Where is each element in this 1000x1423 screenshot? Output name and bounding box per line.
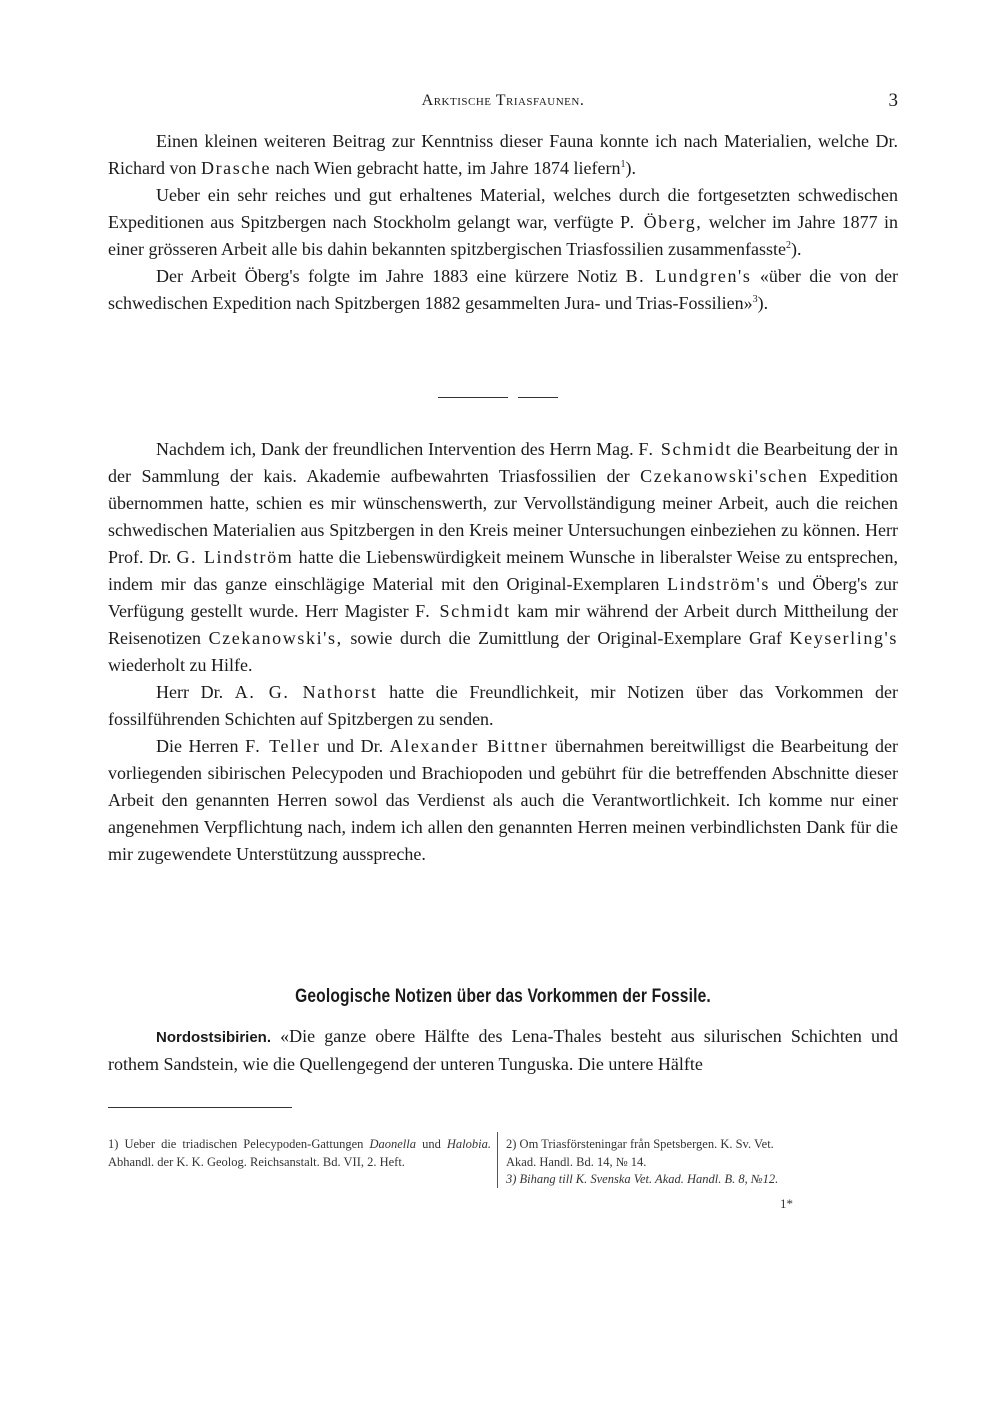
- paragraph-4: [108, 436, 898, 679]
- section-heading: Geologische Notizen über das Vorkommen der Fossile.: [295, 986, 711, 1007]
- text-run: nach Wien gebracht hatte, im Jahre 1874 liefern: [271, 158, 621, 178]
- taxon-name: Halobia.: [446, 1137, 491, 1151]
- person-name: Lindström's: [667, 574, 770, 594]
- text-run: Einen kleinen weiteren Beitrag zur Kenntniss dieser Fauna konnte ich nach Materialien, welche Dr. Richard von: [108, 131, 898, 178]
- person-name: Czekanowski'schen: [640, 466, 809, 486]
- person-name: A. G. Nathorst: [234, 682, 378, 702]
- text-run: zur Verfügung gestellt wurde. Herr Magister: [108, 574, 898, 621]
- text-run: Die Herren: [156, 736, 246, 756]
- separator-rule: [518, 397, 558, 398]
- acknowledgements-block: [108, 436, 898, 868]
- person-name: Czekanowski's,: [208, 628, 343, 648]
- text-run: welcher im Jahre 1877 in einer grösseren Arbeit alle bis dahin bekannten spitzbergischen Triasfossilien zusammenfasste: [108, 212, 898, 259]
- footnote-rule: [108, 1107, 292, 1108]
- page-number: 3: [888, 90, 898, 111]
- footnote-column-divider: [497, 1132, 498, 1188]
- text-run: und Dr.: [320, 736, 390, 756]
- text-run: kam mir während der Arbeit durch Mittheilung der Reisenotizen: [108, 601, 898, 648]
- person-name: F. Teller: [245, 736, 321, 756]
- text-run: Herr Dr.: [156, 682, 235, 702]
- footnote-ref: 1: [620, 159, 626, 170]
- person-name: F. Schmidt: [415, 601, 511, 621]
- separator-rule: [438, 397, 508, 398]
- person-name: B. Lundgren's: [625, 266, 752, 286]
- text-run: die Bearbeitung der in der Sammlung der kais. Akademie aufbewahrten Triasfossilien der: [108, 439, 898, 486]
- paragraph-6: [108, 733, 898, 868]
- text-run: hatte die Freundlichkeit, mir Notizen über das Vorkommen der fossilführenden Schichten auf Spitzbergen zu senden.: [108, 682, 899, 729]
- text-run: Der Arbeit Öberg's folgte im Jahre 1883 eine kürzere Notiz: [156, 266, 626, 286]
- text-run: «über die von der schwedischen Expedition nach Spitzbergen 1882 gesammelten Jura- und Trias-Fossilien»: [108, 266, 898, 313]
- person-name: Keyserling's: [789, 628, 898, 648]
- person-name: Öberg's: [812, 574, 868, 594]
- footnotes-right-column: [506, 1136, 896, 1189]
- footnote-2-line-1: 2) Om Triasförsteningar från Spetsbergen. K. Sv. Vet.: [506, 1137, 774, 1151]
- text-run: und: [416, 1137, 447, 1151]
- paragraph-5: [108, 679, 898, 733]
- footnote-3: 3) Bihang till K. Svenska Vet. Akad. Handl. B. 8, №12.: [506, 1172, 779, 1186]
- text-run: ).: [791, 239, 802, 259]
- person-name: P. Öberg,: [619, 212, 703, 232]
- run-in-heading: Nordostsibirien.: [156, 1029, 272, 1046]
- running-title: Arktische Triasfaunen.: [421, 92, 585, 109]
- paragraph-1: [108, 128, 898, 182]
- text-run: übernahmen bereitwilligst die Bearbeitung der vorliegenden sibirischen Pelecypoden und Brachiopoden und gebührt für die betreffenden Abschnitte dieser Arbeit den genannten Herren sowol das Verdienst als auch die Verantwortlichkeit. Ich komme nur einer angenehmen Verpflichtung nach, indem ich allen den genannten Herren meinen verbindlichsten Dank für die mir zugewendete Unterstützung ausspreche.: [108, 736, 899, 864]
- person-name: Alexander Bittner: [389, 736, 549, 756]
- text-run: Nachdem ich, Dank der freundlichen Intervention des Herrn Mag.: [156, 439, 639, 459]
- text-run: Abhandl. der K. K. Geolog. Reichsanstalt. Bd. VII, 2. Heft.: [108, 1154, 405, 1169]
- footnote-1: [108, 1136, 491, 1171]
- signature-mark: 1*: [780, 1196, 793, 1211]
- intro-block: [108, 128, 898, 317]
- section-body: [108, 1023, 898, 1078]
- footnote-2-line-2: Akad. Handl. Bd. 14, № 14.: [506, 1154, 647, 1169]
- text-run: «Die ganze obere Hälfte des Lena-Thales besteht aus silurischen Schichten und rothem Sandstein, wie die Quellengegend der unteren Tunguska. Die untere Hälfte: [108, 1026, 898, 1074]
- paragraph-3: [108, 263, 898, 317]
- footnote-ref: 2: [786, 240, 792, 251]
- running-header: [108, 92, 898, 118]
- text-run: Expedition übernommen hatte, schien es mir wünschenswerth, zur Vervollständigung meiner Arbeit, auch die reichen schwedischen Materialien aus Spitzbergen in den Kreis meiner Untersuchungen einbeziehen zu können. Herr Prof. Dr.: [108, 466, 898, 567]
- text-run: ).: [625, 158, 636, 178]
- taxon-name: Daonella: [369, 1137, 417, 1151]
- person-name: F. Schmidt: [638, 439, 733, 459]
- text-run: Ueber ein sehr reiches und gut erhaltenes Material, welches durch die fortgesetzten schwedischen Expeditionen aus Spitzbergen nach Stockholm gelangt war, verfügte: [108, 185, 898, 232]
- text-run: und: [770, 574, 813, 594]
- person-name: Drasche: [200, 158, 272, 178]
- text-run: hatte die Liebenswürdigkeit meinem Wunsche in liberalster Weise zu entsprechen, indem mir das ganze einschlägige Material mit den Original-Exemplaren: [108, 547, 898, 594]
- person-name: G. Lindström: [176, 547, 294, 567]
- text-run: 1) Ueber die triadischen Pelecypoden-Gattungen: [108, 1137, 370, 1151]
- text-run: wiederholt zu Hilfe.: [108, 655, 253, 675]
- text-run: ).: [757, 293, 769, 313]
- paragraph-7: [108, 1023, 898, 1078]
- footnote-ref: 3: [752, 294, 758, 305]
- text-run: sowie durch die Zumittlung der Original-Exemplare Graf: [342, 628, 790, 648]
- paragraph-2: [108, 182, 898, 263]
